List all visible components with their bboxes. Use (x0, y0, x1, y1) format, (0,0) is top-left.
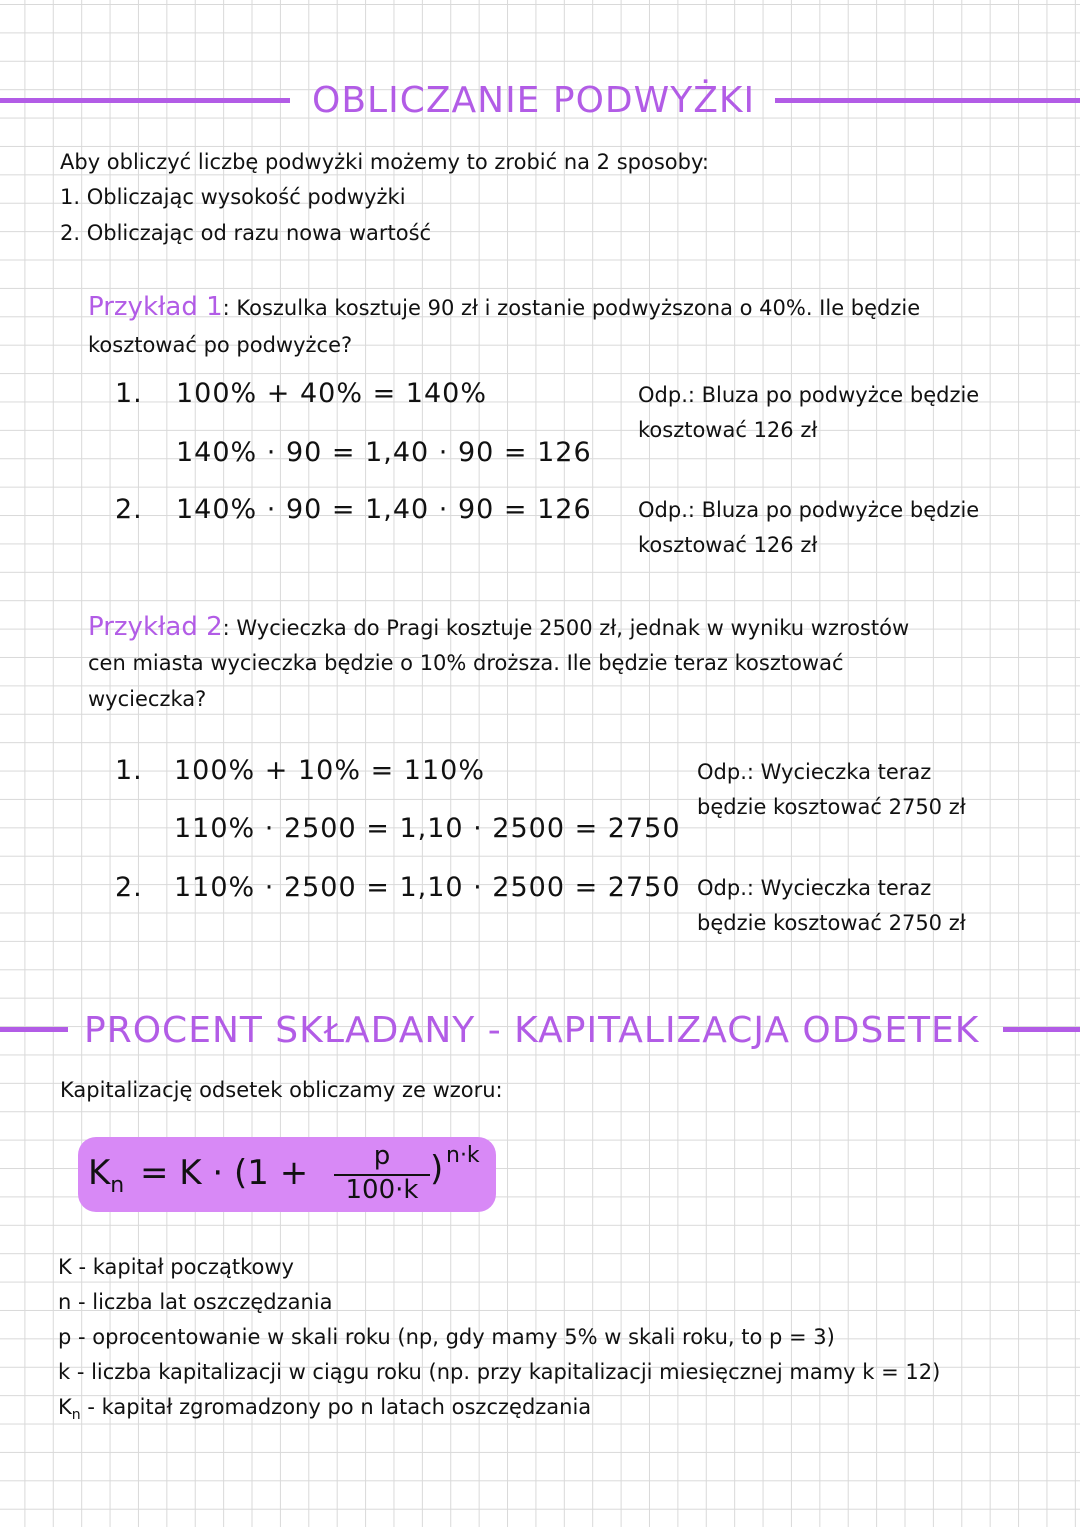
example1-text: : Koszulka kosztuje 90 zł i zostanie podwyższona o 40%. Ile będzie (222, 296, 921, 320)
ex2-m2-answer2: będzie kosztować 2750 zł (697, 911, 966, 935)
ex1-m2-num: 2. (115, 494, 143, 525)
ex2-m2-num: 2. (115, 872, 143, 903)
example1-label: Przykład 1 (88, 292, 223, 322)
title-rule-right (775, 98, 1080, 103)
ex2-m1-answer1: Odp.: Wycieczka teraz (697, 760, 932, 784)
legend-n: n - liczba lat oszczędzania (58, 1290, 333, 1314)
intro-text: Aby obliczyć liczbę podwyżki możemy to zrobić na 2 sposoby: (60, 150, 709, 174)
section-title: OBLICZANIE PODWYŻKI (312, 80, 756, 121)
formula-numerator: p (373, 1141, 391, 1171)
example1-question-line2: kosztować po podwyżce? (88, 333, 353, 357)
example2-text: : Wycieczka do Pragi kosztuje 2500 zł, jednak w wyniku wzrostów (222, 616, 910, 640)
title2-rule-right (1003, 1027, 1080, 1032)
formula-middle: = K · (1 + (140, 1153, 309, 1193)
legend-k: k - liczba kapitalizacji w ciągu roku (np. przy kapitalizacji miesięcznej mamy k = 12) (58, 1360, 941, 1384)
ex2-m2-answer1: Odp.: Wycieczka teraz (697, 876, 932, 900)
ex2-m1-answer2: będzie kosztować 2750 zł (697, 795, 966, 819)
ex1-m1-answer1: Odp.: Bluza po podwyżce będzie (638, 383, 980, 407)
example2-question (88, 612, 909, 642)
method-2: 2. Obliczając od razu nowa wartość (60, 221, 432, 245)
ex2-m1-num: 1. (115, 755, 143, 786)
legend-Kn: $K_n$ - kapitał zgromadzony po n latach oszczędzania (58, 1395, 592, 1424)
ex1-m2-step1: 140% · 90 = 1,40 · 90 = 126 (176, 494, 592, 525)
ex1-m1-num: 1. (115, 378, 143, 409)
legend-K: K - kapitał początkowy (58, 1255, 294, 1279)
ex2-m1-step1: 100% + 10% = 110% (174, 755, 485, 786)
formula-exponent: n·k (446, 1143, 480, 1168)
formula-close: ) (430, 1149, 444, 1189)
ex2-m1-step2: 110% · 2500 = 1,10 · 2500 = 2750 (174, 813, 681, 844)
example2-question-line2: cen miasta wycieczka będzie o 10% droższa. Ile będzie teraz kosztować (88, 651, 844, 675)
ex2-m2-step1: 110% · 2500 = 1,10 · 2500 = 2750 (174, 872, 681, 903)
legend-p: p - oprocentowanie w skali roku (np, gdy mamy 5% w skali roku, to p = 3) (58, 1325, 835, 1349)
ex1-m2-answer2: kosztować 126 zł (638, 533, 818, 557)
example2-question-line3: wycieczka? (88, 687, 207, 711)
formula-denominator: 100·k (345, 1175, 419, 1205)
example1-question (88, 292, 920, 322)
formula-lhs: $K_n$ (88, 1153, 125, 1198)
example2-label: Przykład 2 (88, 612, 223, 642)
section2-title: PROCENT SKŁADANY - KAPITALIZACJA ODSETEK (84, 1010, 980, 1051)
title2-rule-left (0, 1027, 68, 1032)
ex1-m2-answer1: Odp.: Bluza po podwyżce będzie (638, 498, 980, 522)
method-1: 1. Obliczając wysokość podwyżki (60, 185, 406, 209)
title-rule-left (0, 98, 290, 103)
ex1-m1-step1: 100% + 40% = 140% (176, 378, 487, 409)
compound-interest-formula (78, 1137, 496, 1212)
ex1-m1-step2: 140% · 90 = 1,40 · 90 = 126 (176, 437, 592, 468)
formula-intro: Kapitalizację odsetek obliczamy ze wzoru: (60, 1078, 503, 1102)
ex1-m1-answer2: kosztować 126 zł (638, 418, 818, 442)
